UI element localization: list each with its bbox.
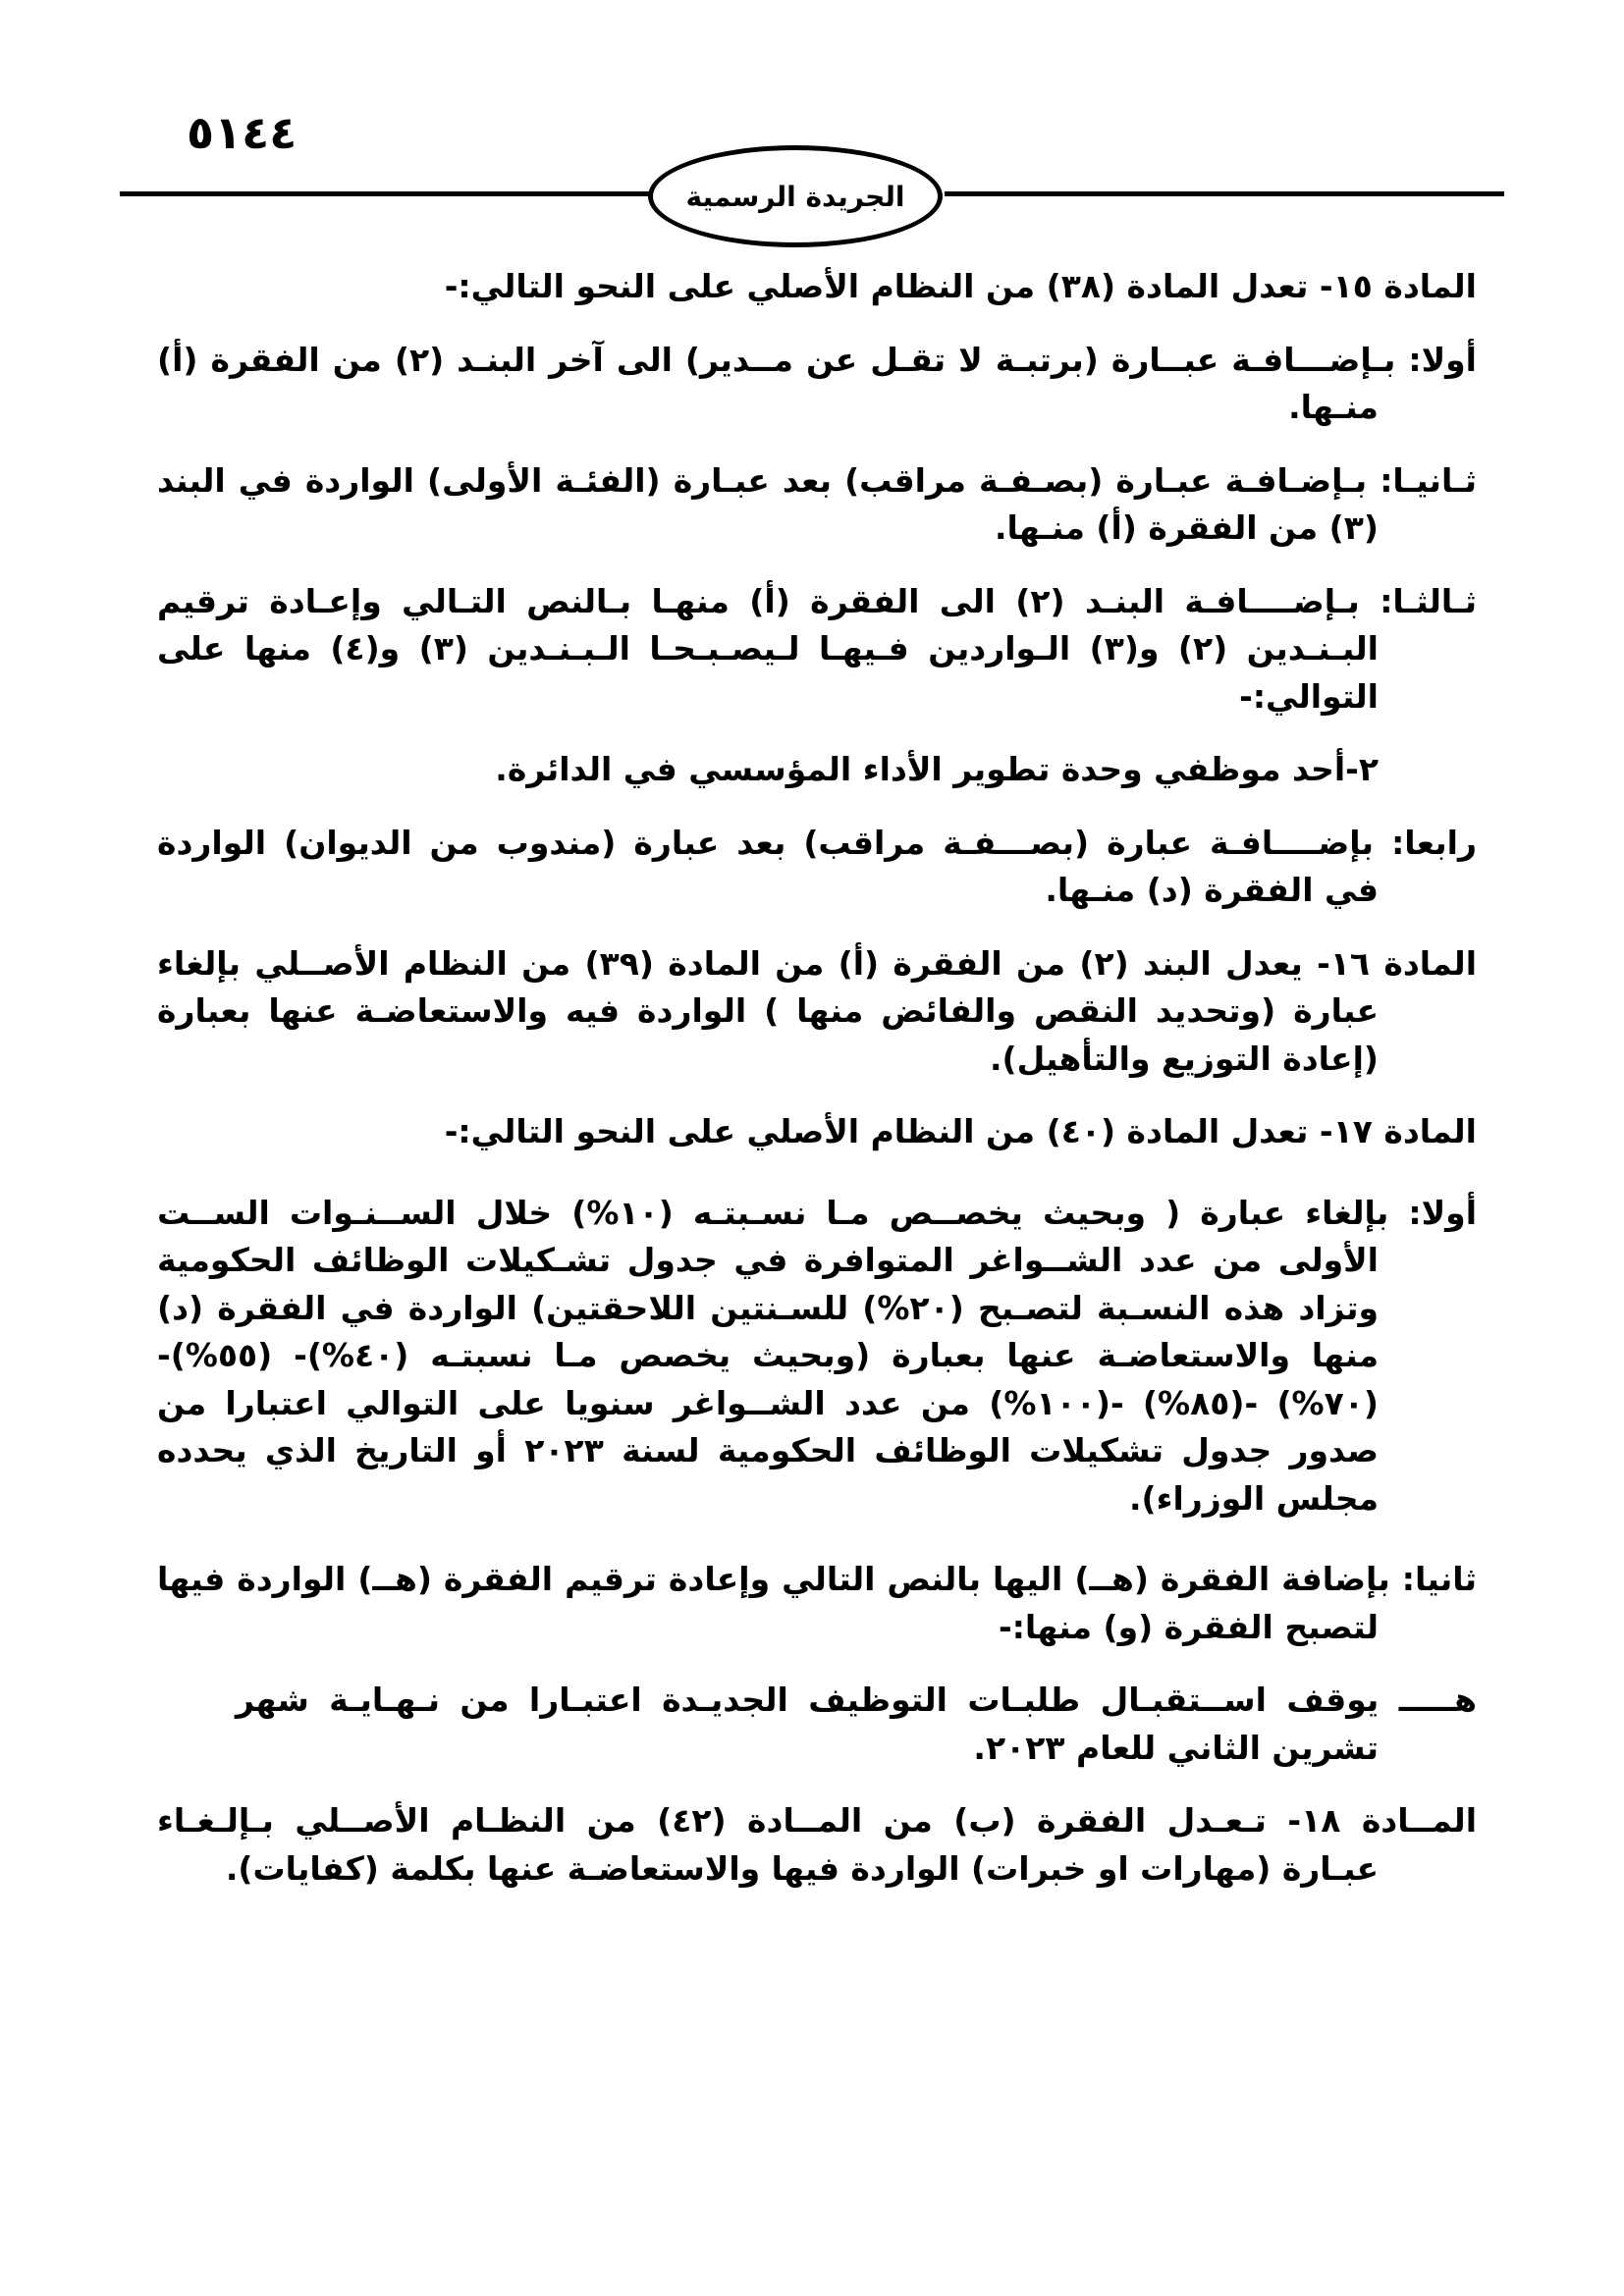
article-17-first: أولا: بإلغاء عبارة ( وبحيث يخصــص مـا نسـبتـه (١٠%) خلال الســنـوات الســت الأولى من عدد الشــواغر المتوافرة في جدول تشـكيلات الوظائف الحكومية وتزاد هذه النسـبة لتصـبح (٢٠%) للسـنتين اللاحقتين) الواردة في الفقرة (د) منها والاستعاضـة عنها بعبارة (وبحيث يخصص مـا نسبتـه (٤٠%)- (٥٥%)- (٧٠%) -(٨٥%) -(١٠٠%) من عدد الشــواغر سنويا على التوالي اعتبارا من صدور جدول تشكيلات الوظائف الحكومية لسنة ٢٠٢٣ أو التاريخ الذي يحدده مجلس الوزراء). xyxy=(157,1193,1478,1518)
article-17-intro: المادة ١٧- تعدل المادة (٤٠) من النظام الأصلي على النحو التالي:- xyxy=(444,1112,1477,1150)
header-rule-right xyxy=(945,191,1504,196)
article-15-third-item: ٢-أحد موظفي وحدة تطوير الأداء المؤسسي في الدائرة. xyxy=(495,750,1379,788)
page-number: ٥١٤٤ xyxy=(187,106,298,159)
header-rule-left xyxy=(120,191,650,196)
article-15-second: ثـانيـا: بـإضـافـة عبـارة (بصـفـة مراقب) بعد عبـارة (الفئـة الأولى) الواردة في البند (٣) من الفقرة (أ) منـها. xyxy=(157,460,1477,547)
article-15-fourth: رابعا: بإضــــافـة عبارة (بصـــفـة مراقب) بعد عبارة (مندوب من الديوان) الواردة في الفقرة (د) منـها. xyxy=(157,823,1477,909)
gazette-header-oval xyxy=(648,145,943,247)
article-15-first: أولا: بـإضـــافـة عبــارة (برتبـة لا تقـل عن مــدير) الى آخر البنـد (٢) من الفقرة (أ) منـها. xyxy=(157,340,1477,426)
article-15-third: ثـالثـا: بـإضــــافـة البنـد (٢) الى الفقرة (أ) منهـا بـالنص التـالي وإعـادة ترقيم البـنـدين (٢) و(٣) الـواردين فـيهـا لـيصـبـحـا الـبـنـدين (٣) و(٤) منها على التوالي:- xyxy=(157,581,1477,716)
article-17-second: ثانيا: بإضافة الفقرة (هــ) اليها بالنص التالي وإعادة ترقيم الفقرة (هــ) الواردة فيها لتصبح الفقرة (و) منها:- xyxy=(157,1560,1477,1646)
article-17-second-item: هـــــ يوقف اســتقبـال طلبـات التوظيف الجديـدة اعتبـارا من نـهـايـة شهر تشرين الثاني للعام ٢٠٢٣. xyxy=(236,1681,1477,1767)
gazette-name: الجريدة الرسمية xyxy=(685,180,905,213)
document-body xyxy=(157,263,1477,1918)
article-18: المــادة ١٨- تـعـدل الفقرة (ب) من المــادة (٤٢) من النظـام الأصــلي بـإلـغـاء عبـارة (مهارات او خبرات) الواردة فيها والاستعاضـة عنها بكلمة (كفايات). xyxy=(157,1801,1478,1888)
article-15-intro: المادة ١٥- تعدل المادة (٣٨) من النظام الأصلي على النحو التالي:- xyxy=(444,267,1477,305)
article-16: المادة ١٦- يعدل البند (٢) من الفقرة (أ) من المادة (٣٩) من النظام الأصــلي بإلغاء عبارة (وتحديد النقص والفائض منها ) الواردة فيه والاستعاضـة عنها بعبارة (إعادة التوزيع والتأهيل). xyxy=(157,943,1478,1078)
